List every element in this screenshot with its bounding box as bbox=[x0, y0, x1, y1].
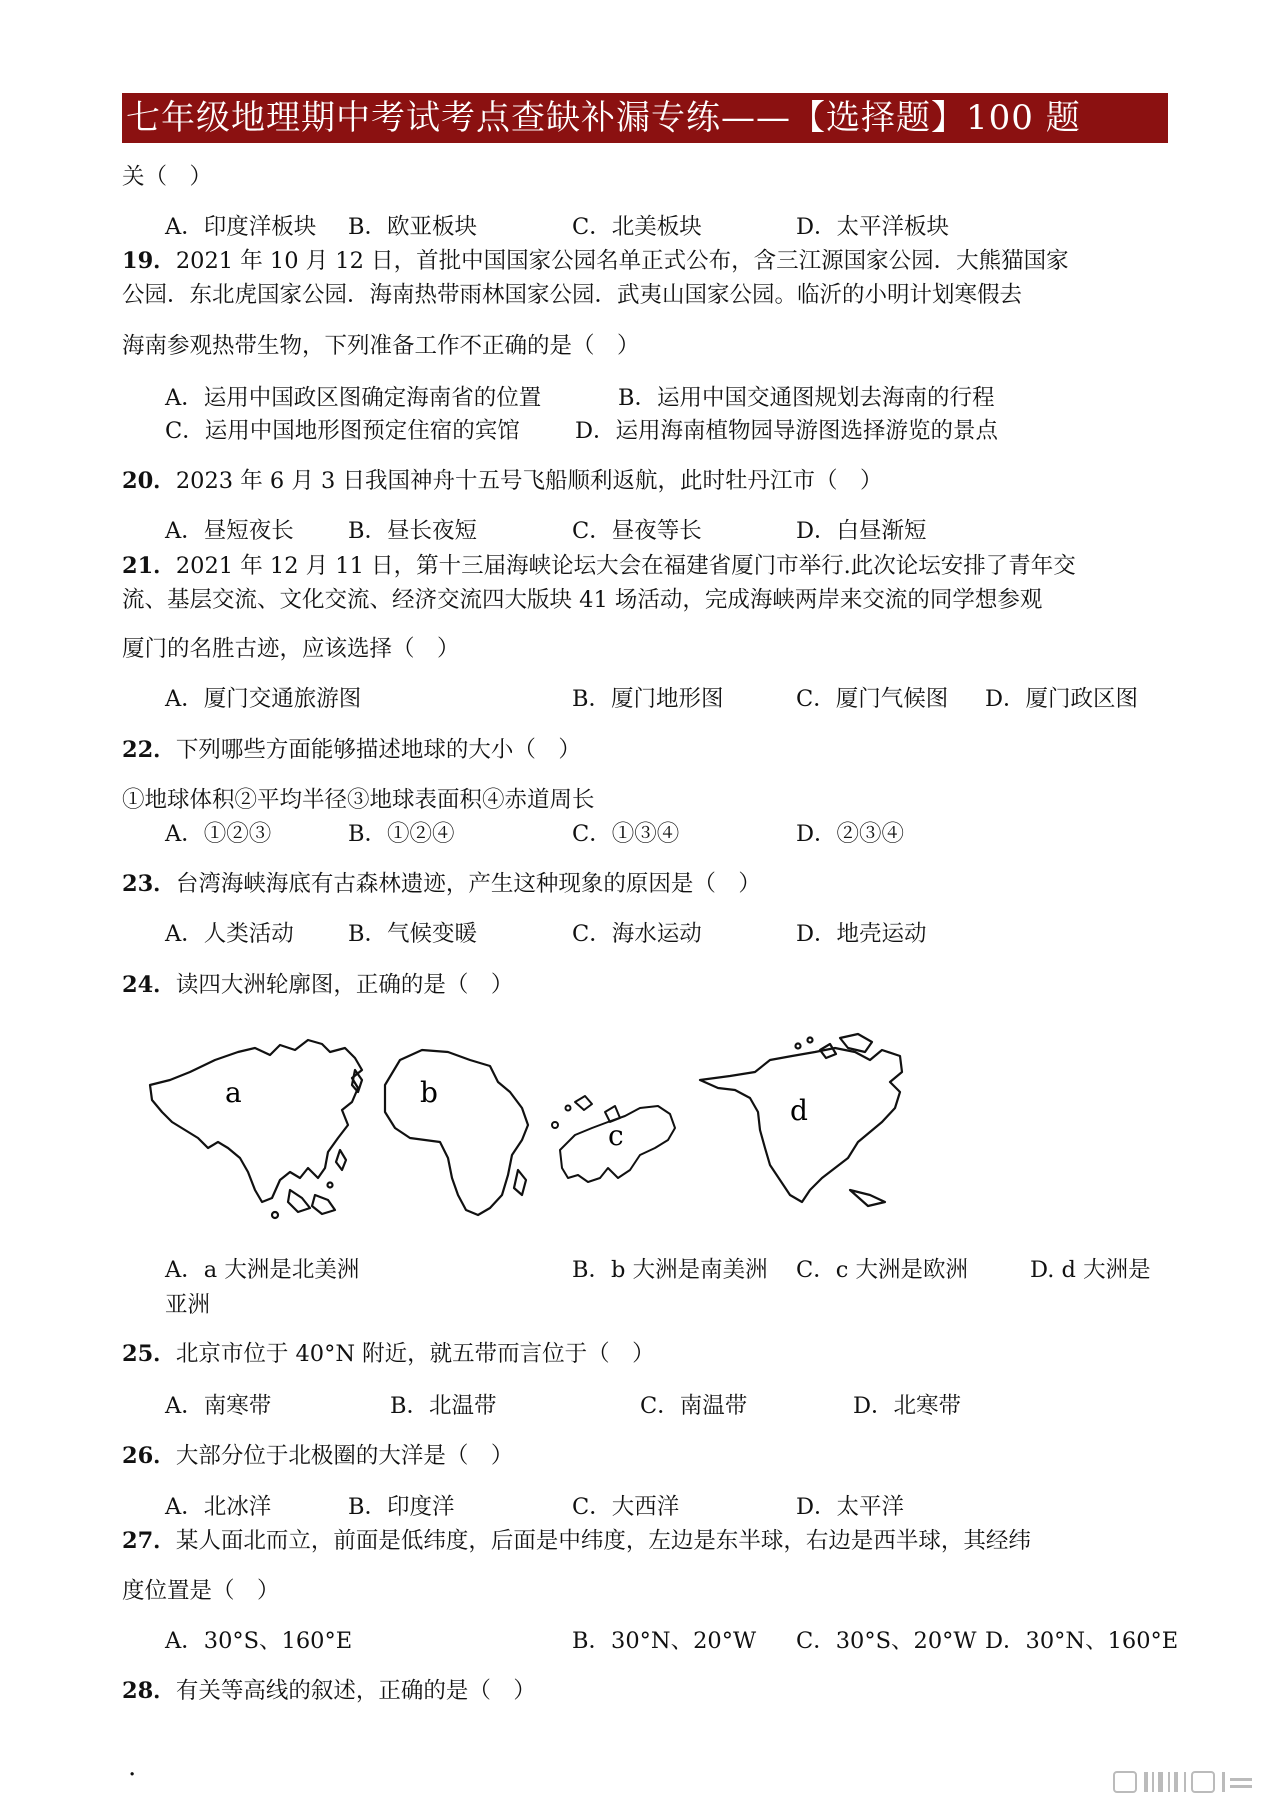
q22-text: 下列哪些方面能够描述地球的大小（ ） bbox=[175, 737, 581, 763]
q19-number: 19． bbox=[122, 248, 176, 274]
map-label-b: b bbox=[420, 1076, 438, 1109]
q25-text: 北京市位于 40°N 附近，就五带而言位于（ ） bbox=[175, 1341, 655, 1367]
q21-option-c[interactable]: C．厦门气候图 bbox=[796, 686, 949, 712]
q24-option-b[interactable]: B．b 大洲是南美洲 bbox=[572, 1257, 768, 1283]
q21-stem-line1 bbox=[122, 551, 1076, 581]
q27-option-d[interactable]: D．30°N、160°E bbox=[985, 1628, 1179, 1654]
q20-text: 2023 年 6 月 3 日我国神舟十五号飞船顺利返航，此时牡丹江市（ ） bbox=[175, 468, 883, 494]
q25-stem bbox=[122, 1339, 655, 1369]
q21-option-d[interactable]: D．厦门政区图 bbox=[985, 686, 1139, 712]
q23-option-a[interactable]: A．人类活动 bbox=[165, 921, 294, 947]
q25-number: 25． bbox=[122, 1341, 176, 1367]
q20-option-d[interactable]: D．白昼渐短 bbox=[796, 518, 927, 544]
q26-number: 26． bbox=[122, 1443, 176, 1469]
q20-stem bbox=[122, 466, 882, 496]
q27-option-a[interactable]: A．30°S、160°E bbox=[165, 1628, 353, 1654]
q26-stem bbox=[122, 1441, 513, 1471]
q23-stem bbox=[122, 869, 761, 899]
q23-option-d[interactable]: D．地壳运动 bbox=[796, 921, 927, 947]
q22-option-b[interactable]: B．①②④ bbox=[348, 821, 455, 847]
q26-option-b[interactable]: B．印度洋 bbox=[348, 1494, 455, 1520]
q22-option-c[interactable]: C．①③④ bbox=[572, 821, 680, 847]
q23-option-c[interactable]: C．海水运动 bbox=[572, 921, 702, 947]
q24-option-a[interactable]: A．a 大洲是北美洲 bbox=[165, 1257, 360, 1283]
q28-number: 28． bbox=[122, 1678, 176, 1704]
q26-text: 大部分位于北极圈的大洋是（ ） bbox=[175, 1443, 514, 1469]
q28-text: 有关等高线的叙述，正确的是（ ） bbox=[175, 1678, 536, 1704]
continent-outline-maps bbox=[130, 1030, 1030, 1250]
q25-option-a[interactable]: A．南寒带 bbox=[165, 1393, 272, 1419]
q19-text-1: 2021 年 10 月 12 日，首批中国国家公园名单正式公布，含三江源国家公园．大熊猫国家 bbox=[175, 248, 1069, 274]
q23-number: 23． bbox=[122, 871, 176, 897]
map-label-d: d bbox=[790, 1094, 808, 1127]
q24-option-c[interactable]: C．c 大洲是欧洲 bbox=[796, 1257, 968, 1283]
q20-option-a[interactable]: A．昼短夜长 bbox=[165, 518, 294, 544]
q20-option-c[interactable]: C．昼夜等长 bbox=[572, 518, 702, 544]
q25-option-d[interactable]: D．北寒带 bbox=[853, 1393, 962, 1419]
q19-stem-line2: 公园．东北虎国家公园．海南热带雨林国家公园．武夷山国家公园。临沂的小明计划寒假去 bbox=[122, 282, 1023, 308]
q21-option-a[interactable]: A．厦门交通旅游图 bbox=[165, 686, 362, 712]
q28-stem bbox=[122, 1676, 536, 1706]
footer-dot: . bbox=[128, 1752, 137, 1782]
q25-option-b[interactable]: B．北温带 bbox=[390, 1393, 497, 1419]
q19-option-d[interactable]: D．运用海南植物园导游图选择游览的景点 bbox=[575, 418, 999, 444]
map-label-a: a bbox=[225, 1076, 242, 1109]
q22-option-a[interactable]: A．①②③ bbox=[165, 821, 272, 847]
q19-stem-line3: 海南参观热带生物，下列准备工作不正确的是（ ） bbox=[122, 333, 640, 359]
q23-text: 台湾海峡海底有古森林遗迹，产生这种现象的原因是（ ） bbox=[175, 871, 761, 897]
q21-text-1: 2021 年 12 月 11 日，第十三届海峡论坛大会在福建省厦门市举行.此次论坛安排了青年交 bbox=[175, 553, 1076, 579]
q26-option-a[interactable]: A．北冰洋 bbox=[165, 1494, 272, 1520]
q26-option-d[interactable]: D．太平洋 bbox=[796, 1494, 905, 1520]
q19-option-a[interactable]: A．运用中国政区图确定海南省的位置 bbox=[165, 385, 542, 411]
q22-stem bbox=[122, 735, 581, 765]
q19-option-c[interactable]: C．运用中国地形图预定住宿的宾馆 bbox=[165, 418, 520, 444]
q24-number: 24． bbox=[122, 972, 176, 998]
q18-tail: 关（ ） bbox=[122, 164, 213, 190]
q27-number: 27． bbox=[122, 1528, 176, 1554]
q25-option-c[interactable]: C．南温带 bbox=[640, 1393, 748, 1419]
q18-option-b[interactable]: B．欧亚板块 bbox=[348, 214, 478, 240]
q21-option-b[interactable]: B．厦门地形图 bbox=[572, 686, 724, 712]
map-label-c: c bbox=[608, 1119, 624, 1152]
q22-option-d[interactable]: D．②③④ bbox=[796, 821, 905, 847]
q23-option-b[interactable]: B．气候变暖 bbox=[348, 921, 478, 947]
q21-stem-line3: 厦门的名胜古迹，应该选择（ ） bbox=[122, 636, 460, 662]
q18-option-a[interactable]: A．印度洋板块 bbox=[165, 214, 317, 240]
page-title: 七年级地理期中考试考点查缺补漏专练——【选择题】100 题 bbox=[122, 93, 1168, 143]
q26-option-c[interactable]: C．大西洋 bbox=[572, 1494, 680, 1520]
q18-option-c[interactable]: C．北美板块 bbox=[572, 214, 702, 240]
q27-stem-line1 bbox=[122, 1526, 1031, 1556]
barcode-watermark-icon bbox=[1112, 1766, 1262, 1796]
q20-number: 20． bbox=[122, 468, 176, 494]
q24-option-d[interactable]: D. d 大洲是 bbox=[1030, 1257, 1151, 1283]
q24-text: 读四大洲轮廓图，正确的是（ ） bbox=[175, 972, 514, 998]
q27-stem-line2: 度位置是（ ） bbox=[122, 1578, 280, 1604]
q27-option-b[interactable]: B．30°N、20°W bbox=[572, 1628, 757, 1654]
q24-stem bbox=[122, 970, 513, 1000]
continent-map-a bbox=[150, 1040, 362, 1218]
q19-option-b[interactable]: B．运用中国交通图规划去海南的行程 bbox=[618, 385, 995, 411]
q22-number: 22． bbox=[122, 737, 176, 763]
q20-option-b[interactable]: B．昼长夜短 bbox=[348, 518, 478, 544]
q22-items: ①地球体积②平均半径③地球表面积④赤道周长 bbox=[122, 787, 595, 813]
continent-map-b bbox=[385, 1050, 528, 1215]
q27-text-1: 某人面北而立，前面是低纬度，后面是中纬度，左边是东半球，右边是西半球，其经纬 bbox=[175, 1528, 1031, 1554]
q27-option-c[interactable]: C．30°S、20°W bbox=[796, 1628, 977, 1654]
q18-option-d[interactable]: D．太平洋板块 bbox=[796, 214, 950, 240]
q21-number: 21． bbox=[122, 553, 176, 579]
q24-option-d-continued: 亚洲 bbox=[165, 1292, 211, 1318]
q21-stem-line2: 流、基层交流、文化交流、经济交流四大版块 41 场活动，完成海峡两岸来交流的同学想参观 bbox=[122, 587, 1043, 613]
q19-stem-line1 bbox=[122, 246, 1069, 276]
